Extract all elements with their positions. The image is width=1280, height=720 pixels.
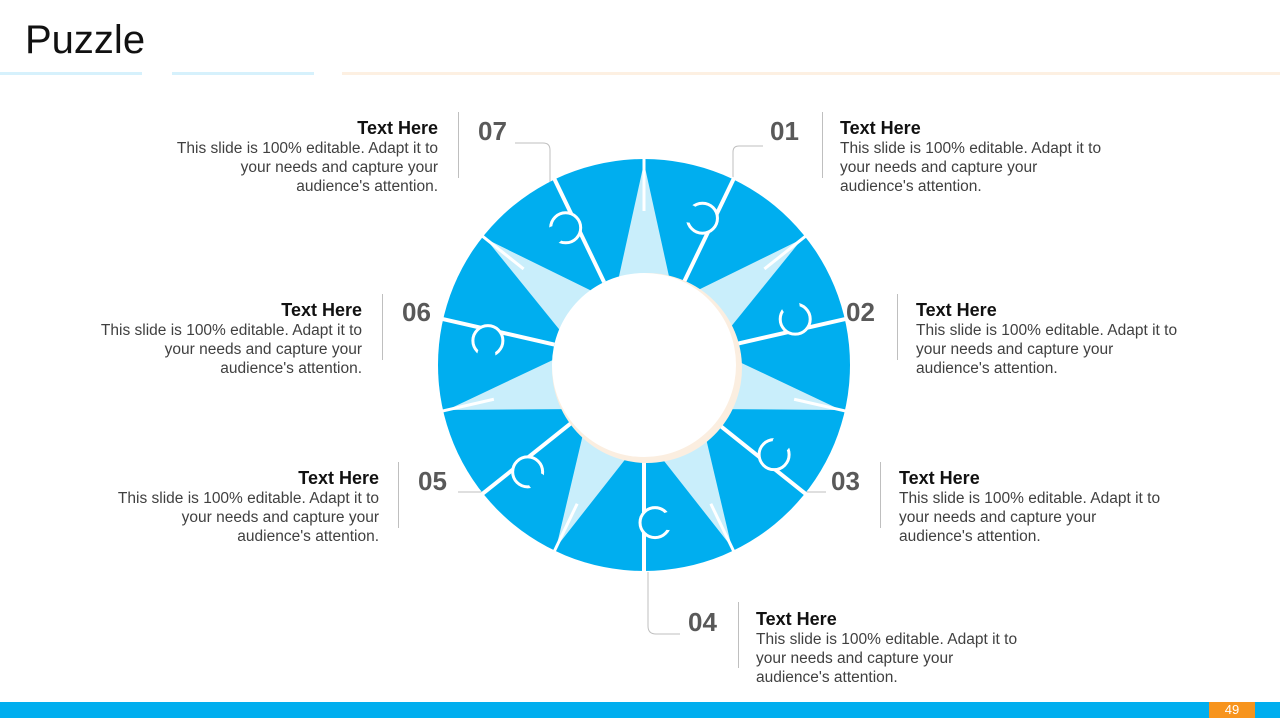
item-body-line: your needs and capture your (840, 159, 1038, 176)
item-body-line: your needs and capture your (164, 341, 362, 358)
item-number-07: 07 (478, 116, 507, 146)
slide-title: Puzzle (25, 18, 146, 62)
item-divider-02 (897, 294, 898, 360)
item-body-line: This slide is 100% editable. Adapt it to (840, 140, 1102, 157)
puzzle-tab-neck (528, 473, 546, 491)
item-body-line: This slide is 100% editable. Adapt it to (100, 322, 362, 339)
item-body-line: audience's attention. (899, 528, 1041, 545)
item-body-line: audience's attention. (296, 178, 438, 195)
item-heading-03: Text Here (899, 468, 980, 488)
puzzle-tab-neck (477, 345, 495, 363)
footer-bar (0, 702, 1280, 718)
item-divider-05 (398, 462, 399, 528)
puzzle-tab-neck (680, 205, 698, 223)
item-body-line: audience's attention. (916, 360, 1058, 377)
item-body-line: your needs and capture your (756, 650, 954, 667)
item-divider-07 (458, 112, 459, 178)
item-number-03: 03 (831, 466, 860, 496)
item-text-04 (756, 608, 1046, 687)
item-heading-04: Text Here (756, 609, 837, 629)
item-text-01 (840, 117, 1130, 196)
item-body-line: audience's attention. (840, 178, 982, 195)
puzzle-tab-neck (660, 512, 678, 530)
item-body-line: This slide is 100% editable. Adapt it to (756, 631, 1018, 648)
item-heading-01: Text Here (840, 118, 921, 138)
item-divider-06 (382, 294, 383, 360)
item-text-06 (72, 299, 362, 378)
item-body-line: This slide is 100% editable. Adapt it to (176, 140, 438, 157)
item-divider-01 (822, 112, 823, 178)
item-heading-06: Text Here (281, 300, 362, 320)
item-heading-07: Text Here (357, 118, 438, 138)
item-heading-02: Text Here (916, 300, 997, 320)
item-number-01: 01 (770, 116, 799, 146)
item-divider-04 (738, 602, 739, 668)
item-divider-03 (880, 462, 881, 528)
puzzle-tab-neck (545, 226, 563, 244)
item-body-line: audience's attention. (237, 528, 379, 545)
item-body-line: This slide is 100% editable. Adapt it to (117, 490, 379, 507)
item-number-02: 02 (846, 297, 875, 327)
item-text-07 (148, 117, 438, 196)
item-text-02 (916, 299, 1206, 378)
item-body-line: audience's attention. (756, 669, 898, 686)
item-body-line: This slide is 100% editable. Adapt it to (899, 490, 1161, 507)
item-text-03 (899, 467, 1189, 546)
connector-line (733, 146, 763, 186)
item-number-06: 06 (402, 297, 431, 327)
item-body-line: audience's attention. (220, 360, 362, 377)
page-number: 49 (1209, 702, 1255, 718)
item-heading-05: Text Here (298, 468, 379, 488)
puzzle-tab-neck (782, 297, 800, 315)
connector-line (648, 572, 680, 634)
item-body-line: your needs and capture your (899, 509, 1097, 526)
item-body-line: your needs and capture your (240, 159, 438, 176)
item-body-line: your needs and capture your (181, 509, 379, 526)
center-hole (552, 273, 736, 457)
puzzle-tab-neck (772, 434, 790, 452)
item-body-line: This slide is 100% editable. Adapt it to (916, 322, 1178, 339)
item-text-05 (89, 467, 379, 546)
item-body-line: your needs and capture your (916, 341, 1114, 358)
connector-line (515, 143, 550, 186)
puzzle-center (552, 273, 742, 463)
item-number-05: 05 (418, 466, 447, 496)
item-number-04: 04 (688, 607, 717, 637)
